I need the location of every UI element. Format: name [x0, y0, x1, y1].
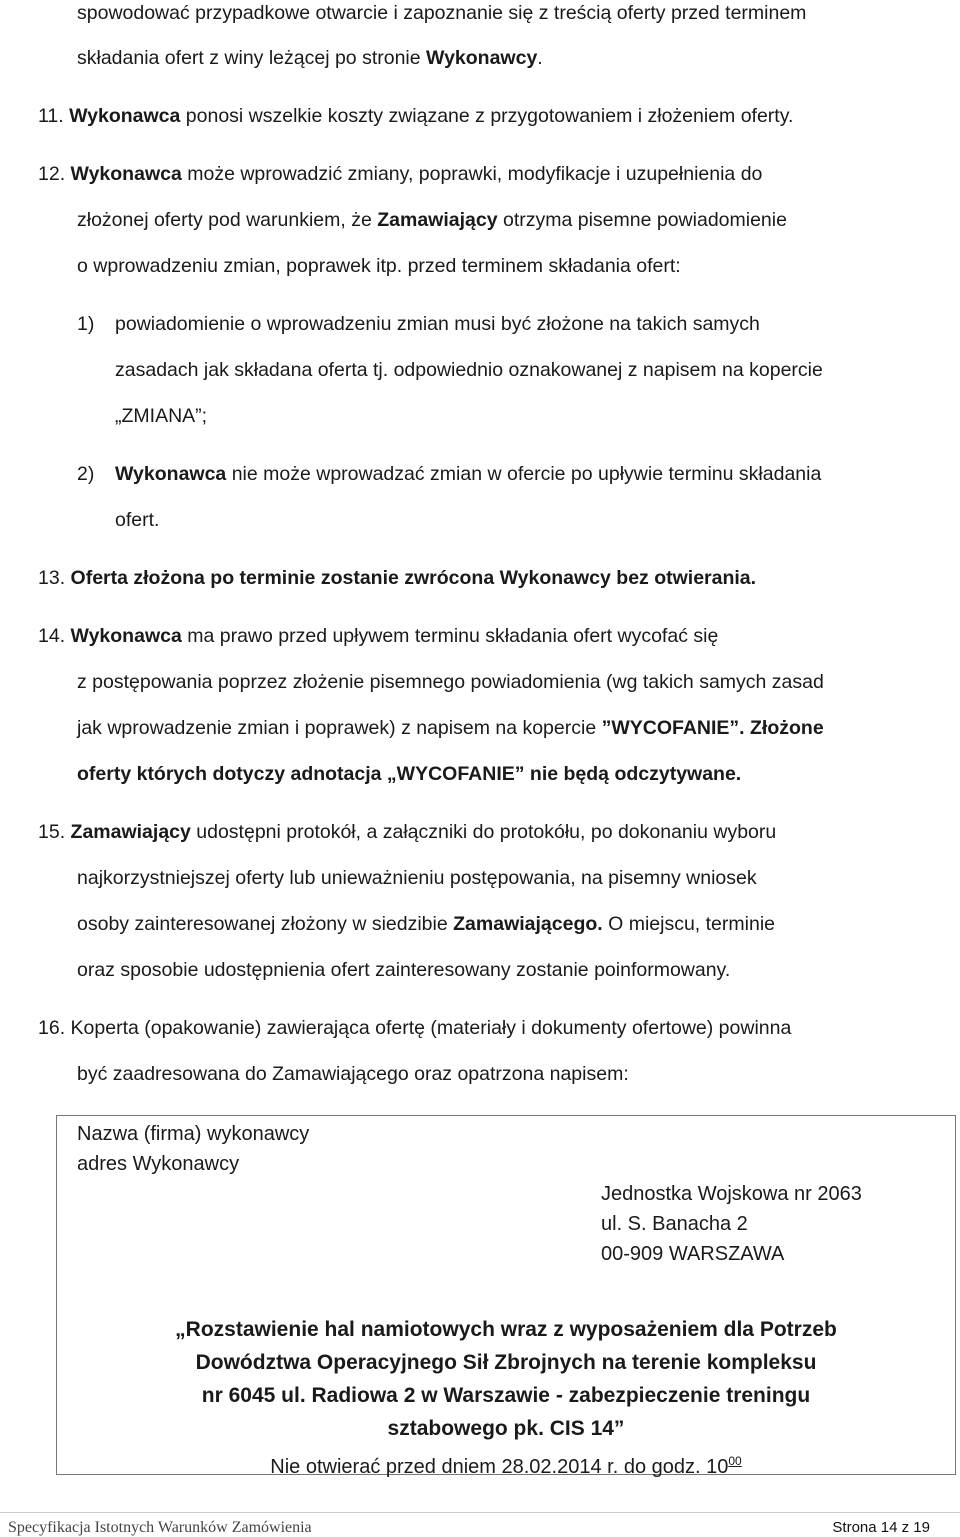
list-item-1 [77, 311, 94, 337]
bold-text: „ZMIANA”; [115, 405, 208, 427]
text: . [537, 47, 543, 69]
paragraph-12-line-1 [38, 161, 762, 187]
paragraph-13 [38, 565, 756, 591]
text: nie może wprowadzać zmian w ofercie po upływie terminu składania [226, 463, 822, 485]
item-number: 1) [77, 313, 95, 335]
text: składania ofert z winy leżącej po stronie [77, 47, 427, 69]
sender-address: adres Wykonawcy [77, 1153, 240, 1175]
page-footer [0, 1512, 960, 1536]
paragraph-16-line-2 [77, 1061, 629, 1087]
list-item-1-line-1 [115, 311, 760, 337]
tender-title-line-2: Dowództwa Operacyjnego Sił Zbrojnych na terenie kompleksu [195, 1351, 817, 1374]
item-number: 12. [38, 163, 66, 185]
tender-title-line-3: nr 6045 ul. Radiowa 2 w Warszawie - zabezpieczenie treningu [201, 1384, 811, 1407]
tender-title-line-1: „Rozstawienie hal namiotowych wraz z wyposażeniem dla Potrzeb [175, 1318, 837, 1341]
item-number: 13. [38, 567, 66, 589]
paragraph-15-line-3 [77, 911, 775, 937]
text: być zaadresowana do Zamawiającego oraz opatrzona napisem: [77, 1063, 629, 1085]
sender-name: Nazwa (firma) wykonawcy [77, 1123, 310, 1145]
footer-page-number: Strona 14 z 19 [832, 1519, 930, 1536]
list-item-1-line-3 [115, 403, 207, 429]
paragraph-11 [38, 103, 793, 129]
paragraph-15-line-4 [77, 957, 730, 983]
text: powiadomienie o wprowadzeniu zmian musi być złożone na takich samych [115, 313, 760, 335]
text: zasadach jak składana oferta tj. odpowiednio oznakowanej z napisem na kopercie [115, 359, 823, 381]
list-item-2 [77, 461, 94, 487]
bold-text: Wykonawca [70, 163, 182, 185]
paragraph-14-line-1 [38, 623, 718, 649]
bold-text: Zamawiający [377, 209, 498, 231]
text: O miejscu, terminie [602, 913, 775, 935]
paragraph-12-line-3 [77, 253, 681, 279]
item-number: 14. [38, 625, 66, 647]
paragraph-line [77, 0, 806, 26]
item-number: 15. [38, 821, 66, 843]
text: oraz sposobie udostępnienia ofert zainteresowany zostanie poinformowany. [77, 959, 731, 981]
text: jak wprowadzenie zmian i poprawek) z napisem na kopercie [77, 717, 602, 739]
text: spowodować przypadkowe otwarcie i zapoznanie się z treścią oferty przed terminem [77, 2, 807, 24]
text: najkorzystniejszej oferty lub unieważnieniu postępowania, na pisemny wniosek [77, 867, 757, 889]
paragraph-line [77, 45, 543, 71]
item-number: 11. [38, 105, 64, 127]
text: otrzyma pisemne powiadomienie [497, 209, 787, 231]
paragraph-14-line-2 [77, 669, 824, 695]
item-number: 2) [77, 463, 95, 485]
bold-text: ”WYCOFANIE”. Złożone [601, 717, 824, 739]
paragraph-14-line-3 [77, 715, 824, 741]
text: osoby zainteresowanej złożony w siedzibie [77, 913, 454, 935]
paragraph-15-line-2 [77, 865, 757, 891]
text: ponosi wszelkie koszty związane z przygotowaniem i złożeniem oferty. [180, 105, 794, 127]
list-item-1-line-2 [115, 357, 823, 383]
paragraph-14-line-4 [77, 761, 741, 787]
recipient-line-3: 00-909 WARSZAWA [601, 1243, 785, 1265]
list-item-2-line-2 [115, 507, 159, 533]
paragraph-15-line-1 [38, 819, 776, 845]
bold-text: Zamawiającego. [453, 913, 603, 935]
text: ma prawo przed upływem terminu składania ofert wycofać się [181, 625, 719, 647]
bold-text: Wykonawca [115, 463, 227, 485]
list-item-2-line-1 [115, 461, 821, 487]
bold-text: Wykonawcy [426, 47, 538, 69]
text: może wprowadzić zmiany, poprawki, modyfikacje i uzupełnienia do [181, 163, 763, 185]
text: złożonej oferty pod warunkiem, że [77, 209, 378, 231]
bold-text: Wykonawca [69, 105, 181, 127]
notice-text: Nie otwierać przed dniem 28.02.2014 r. do godz. 10 [270, 1456, 729, 1478]
text: Koperta (opakowanie) zawierająca ofertę (materiały i dokumenty ofertowe) powinna [70, 1017, 792, 1039]
text: z postępowania poprzez złożenie pisemnego powiadomienia (wg takich samych zasad [77, 671, 824, 693]
bold-text: Zamawiający [70, 821, 191, 843]
bold-text: Wykonawca [70, 625, 182, 647]
tender-title-line-4: sztabowego pk. CIS 14” [387, 1417, 625, 1440]
recipient-line-2: ul. S. Banacha 2 [601, 1213, 748, 1235]
do-not-open-notice [57, 1446, 955, 1482]
envelope-label-box [56, 1115, 956, 1478]
bold-text: oferty których dotyczy adnotacja „WYCOFANIE” nie będą odczytywane. [77, 763, 742, 785]
text: o wprowadzeniu zmian, poprawek itp. przed terminem składania ofert: [77, 255, 681, 277]
text: ofert. [115, 509, 160, 531]
paragraph-12-line-2 [77, 207, 787, 233]
paragraph-16-line-1 [38, 1015, 791, 1041]
recipient-line-1: Jednostka Wojskowa nr 2063 [601, 1183, 862, 1205]
notice-time-superscript: 00 [728, 1454, 742, 1468]
footer-document-title: Specyfikacja Istotnych Warunków Zamówienia [8, 1519, 312, 1536]
text: udostępni protokół, a załączniki do protokółu, po dokonaniu wyboru [190, 821, 777, 843]
bold-text: Oferta złożona po terminie zostanie zwrócona Wykonawcy bez otwierania. [70, 567, 757, 589]
item-number: 16. [38, 1017, 66, 1039]
